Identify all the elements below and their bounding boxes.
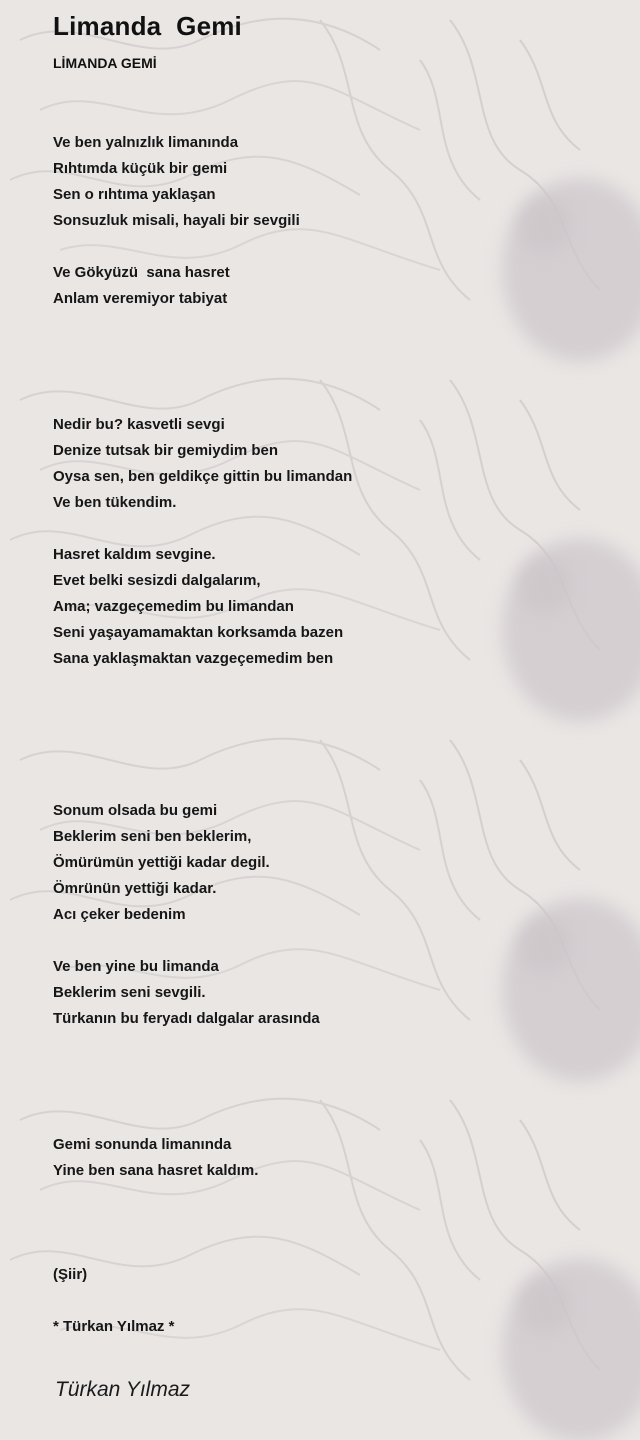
poem-line: Yine ben sana hasret kaldım. <box>53 1162 259 1179</box>
poem-line: Denize tutsak bir gemiydim ben <box>53 442 279 459</box>
poem-line: Oysa sen, ben geldikçe gittin bu limandan <box>53 468 353 485</box>
poem-line: Sen o rıhtıma yaklaşan <box>53 186 216 203</box>
poem-line: Evet belki sesizdi dalgalarım, <box>53 572 261 589</box>
poem-line: Acı çeker bedenim <box>53 906 186 923</box>
poem-line: Beklerim seni sevgili. <box>53 984 206 1001</box>
poem-genre-note: (Şiir) <box>53 1266 88 1283</box>
poem-line: Sonum olsada bu gemi <box>53 802 218 819</box>
poem-line: Beklerim seni ben beklerim, <box>53 828 252 845</box>
poem-line: Ama; vazgeçemedim bu limandan <box>53 598 294 615</box>
poem-line: Sonsuzluk misali, hayali bir sevgili <box>53 212 300 229</box>
author-signature: Türkan Yılmaz <box>55 1378 190 1401</box>
poem-line: Sana yaklaşmaktan vazgeçemedim ben <box>53 650 334 667</box>
poem-line: Gemi sonunda limanında <box>53 1136 232 1153</box>
poem-line: Seni yaşayamamaktan korksamda bazen <box>53 624 344 641</box>
poem-line: Ömrünün yettiği kadar. <box>53 880 217 897</box>
poem-line: Türkanın bu feryadı dalgalar arasında <box>53 1010 320 1027</box>
poem-line: Ve ben yine bu limanda <box>53 958 219 975</box>
poem-line: Nedir bu? kasvetli sevgi <box>53 416 225 433</box>
poem-line: Ve ben tükendim. <box>53 494 177 511</box>
poem-line: Ve Gökyüzü sana hasret <box>53 264 230 281</box>
poem-line: Ömürümün yettiği kadar degil. <box>53 854 270 871</box>
poem-line: Hasret kaldım sevgine. <box>53 546 216 563</box>
poem-line: Anlam veremiyor tabiyat <box>53 290 228 307</box>
poem-title: Limanda Gemi <box>53 11 242 41</box>
poem-line: Ve ben yalnızlık limanında <box>53 134 239 151</box>
poem-author-line: * Türkan Yılmaz * <box>53 1318 175 1335</box>
poem-subtitle: LİMANDA GEMİ <box>53 55 157 71</box>
poem-line: Rıhtımda küçük bir gemi <box>53 160 228 177</box>
